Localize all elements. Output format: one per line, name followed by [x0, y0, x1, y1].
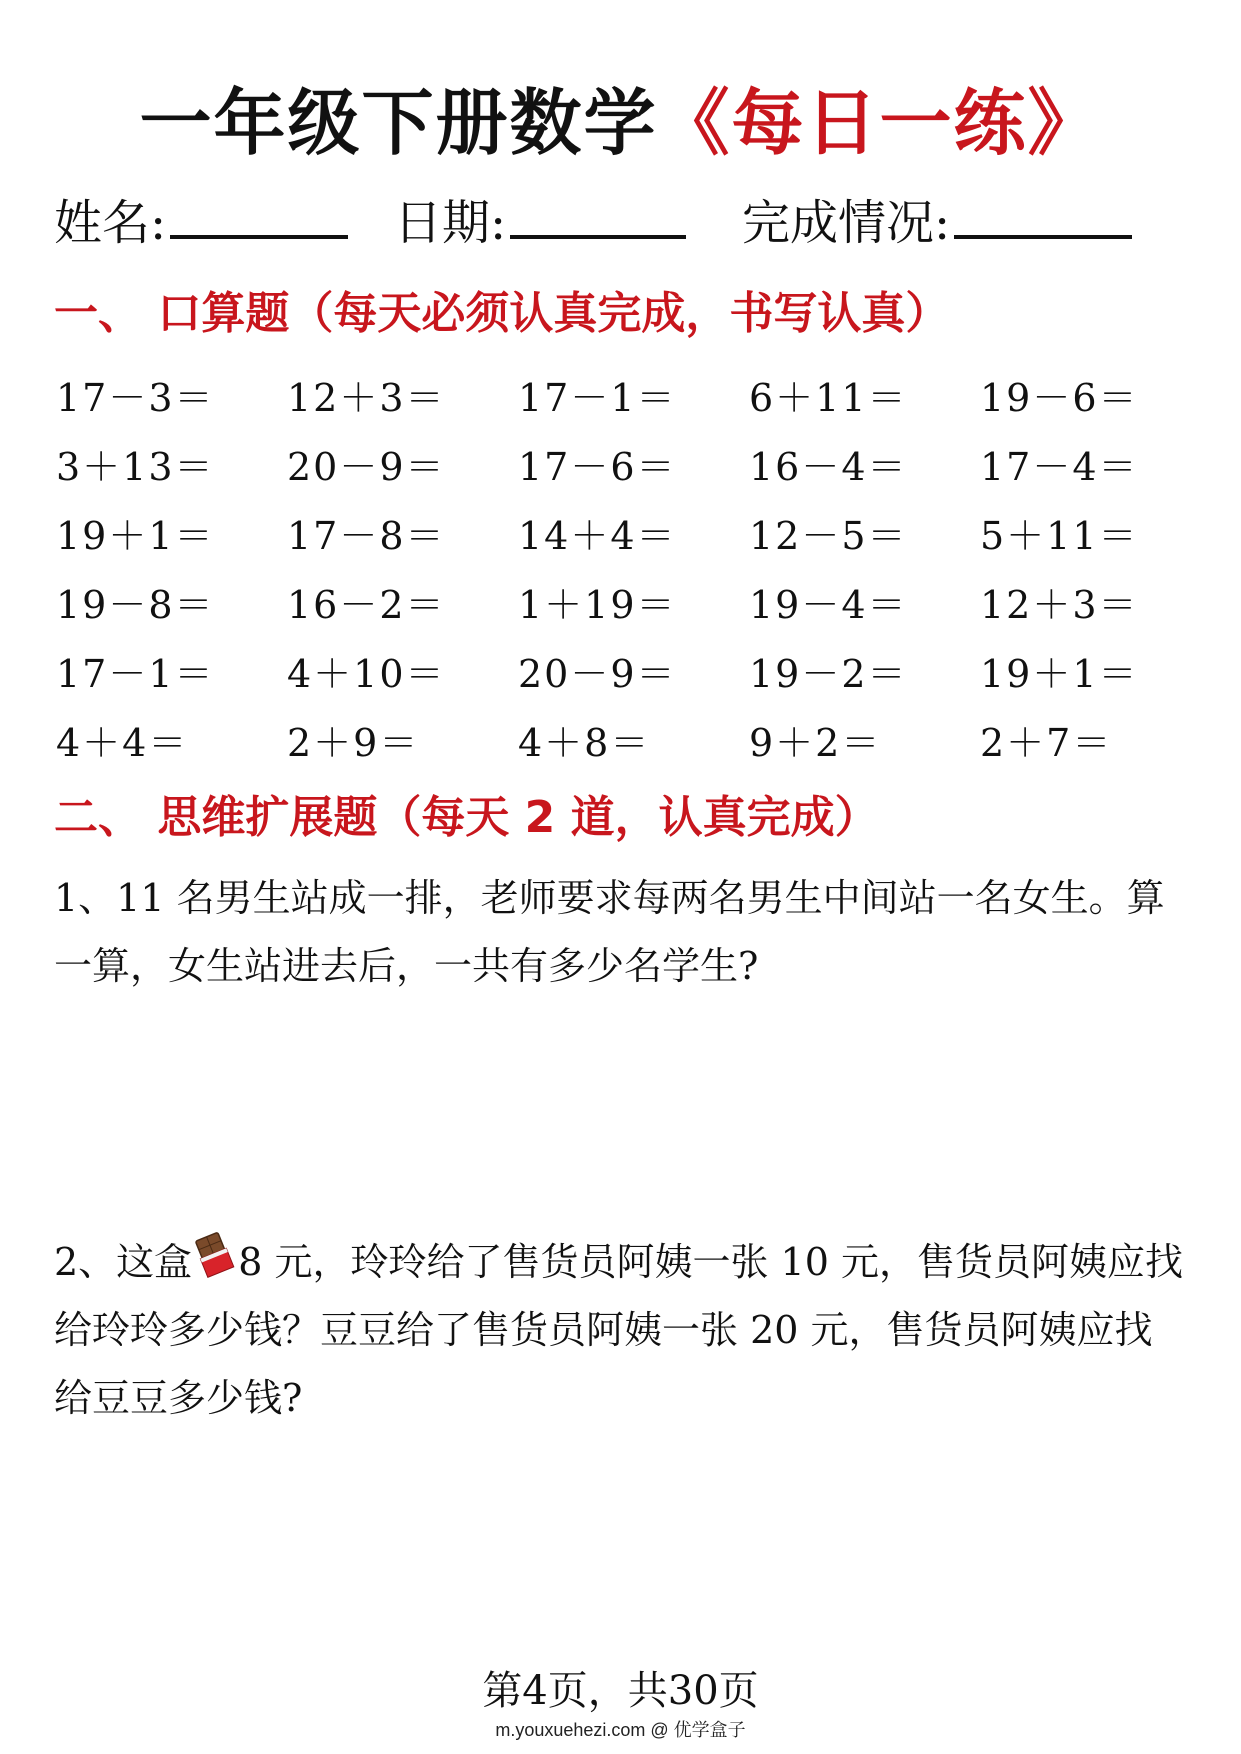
equation: 16－4＝	[749, 445, 908, 489]
equation: 2＋7＝	[980, 721, 1113, 765]
name-blank	[170, 189, 348, 239]
equation: 17－8＝	[287, 514, 446, 558]
date-label: 日期:	[394, 195, 507, 251]
site-watermark: m.youxuehezi.com @ 优学盒子	[495, 1720, 746, 1740]
equation: 6＋11＝	[749, 376, 908, 420]
name-field	[54, 188, 348, 258]
equation: 17－1＝	[518, 376, 677, 420]
word-problem-2	[54, 1228, 1189, 1432]
info-row	[54, 188, 1194, 258]
equation: 17－1＝	[56, 652, 215, 696]
status-field	[742, 188, 1132, 258]
section-2-heading: 二、 思维扩展题（每天 2 道，认真完成）	[54, 792, 879, 843]
equation: 3＋13＝	[56, 445, 215, 489]
status-label: 完成情况:	[742, 195, 951, 251]
table-row	[56, 636, 1216, 705]
equation: 19－8＝	[56, 583, 215, 627]
equation: 1＋19＝	[518, 583, 677, 627]
equation: 12＋3＝	[980, 583, 1139, 627]
equation: 5＋11＝	[980, 514, 1139, 558]
equation: 9＋2＝	[749, 721, 882, 765]
table-row	[56, 498, 1216, 567]
equation: 16－2＝	[287, 583, 446, 627]
table-row	[56, 360, 1216, 429]
equation: 4＋10＝	[287, 652, 446, 696]
problem-2-text-start: 2、这盒	[54, 1240, 193, 1284]
equation: 19－4＝	[749, 583, 908, 627]
page-title	[0, 78, 1241, 168]
equation: 19＋1＝	[980, 652, 1139, 696]
equation: 12＋3＝	[287, 376, 446, 420]
equation: 17－6＝	[518, 445, 677, 489]
chocolate-box-icon	[194, 1231, 236, 1279]
equation: 19＋1＝	[56, 514, 215, 558]
date-blank	[510, 189, 686, 239]
problem-2-text-end: 8 元，玲玲给了售货员阿姨一张 10 元，售货员阿姨应找给玲玲多少钱？豆豆给了售货员阿姨一张 20 元，售货员阿姨应找给豆豆多少钱?	[54, 1240, 1183, 1420]
page-number: 第4页，共30页	[482, 1668, 759, 1714]
equation: 17－4＝	[980, 445, 1139, 489]
table-row	[56, 705, 1216, 774]
equation: 4＋8＝	[518, 721, 651, 765]
section-1-heading: 一、 口算题（每天必须认真完成，书写认真）	[54, 288, 950, 339]
equation: 14＋4＝	[518, 514, 677, 558]
equation: 19－6＝	[980, 376, 1139, 420]
equation: 12－5＝	[749, 514, 908, 558]
equation: 2＋9＝	[287, 721, 420, 765]
name-label: 姓名:	[54, 195, 167, 251]
equation: 4＋4＝	[56, 721, 189, 765]
equation: 20－9＝	[518, 652, 677, 696]
word-problem-1: 1、11 名男生站成一排，老师要求每两名男生中间站一名女生。算一算，女生站进去后，一共有多少名学生?	[54, 876, 1165, 988]
oral-arithmetic-grid	[56, 360, 1216, 774]
status-blank	[954, 189, 1132, 239]
title-main: 一年级下册数学	[139, 81, 658, 165]
date-field	[394, 188, 686, 258]
equation: 20－9＝	[287, 445, 446, 489]
title-accent: 《每日一练》	[657, 81, 1102, 165]
table-row	[56, 567, 1216, 636]
table-row	[56, 429, 1216, 498]
equation: 19－2＝	[749, 652, 908, 696]
equation: 17－3＝	[56, 376, 215, 420]
